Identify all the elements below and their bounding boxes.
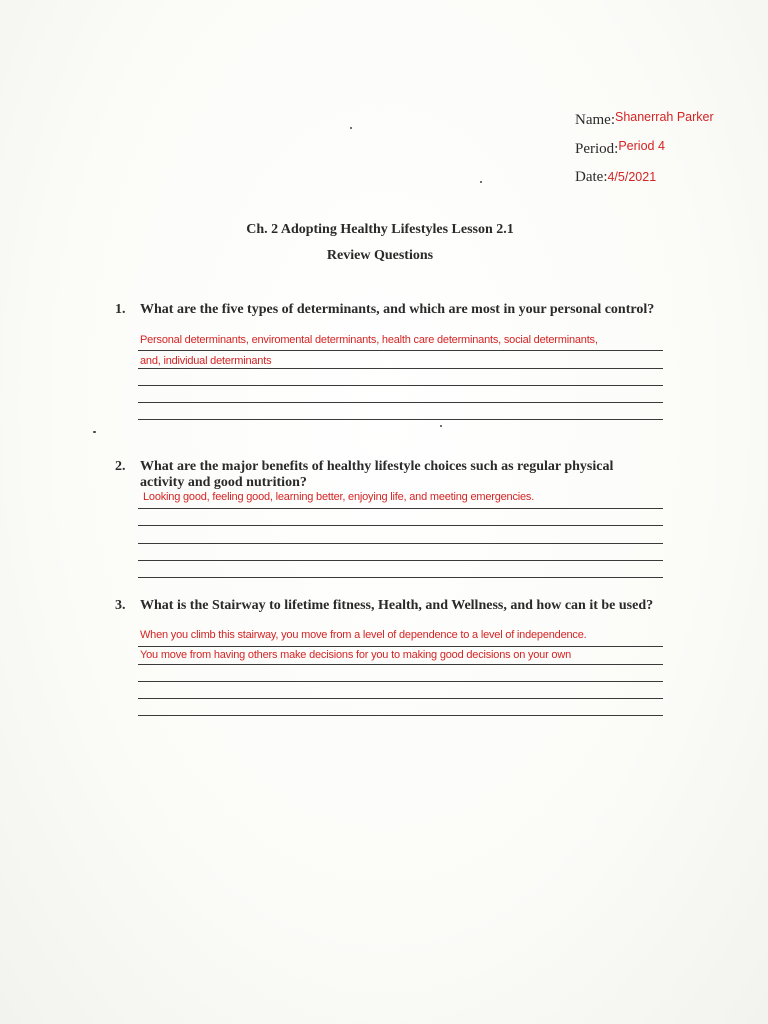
worksheet-subtitle: Review Questions <box>326 248 434 263</box>
question-text: What is the Stairway to lifetime fitness, Health, and Wellness, and how can it be used? <box>140 598 654 613</box>
answer-line: Looking good, feeling good, learning better, enjoying life, and meeting emergencies. <box>143 491 535 503</box>
scan-speck <box>440 425 442 427</box>
name-value: Shanerrah Parker <box>614 110 714 124</box>
answer-rule <box>138 681 663 682</box>
answer-rule <box>138 646 663 647</box>
answer-rule <box>138 508 663 509</box>
answer-rule <box>138 385 663 386</box>
answer-rule <box>138 560 663 561</box>
date-line <box>575 169 656 186</box>
answer-rule <box>138 368 663 369</box>
answer-rule <box>138 543 663 544</box>
answer-line: Personal determinants, enviromental determinants, health care determinants, social determinants, <box>140 334 598 346</box>
question-text: What are the five types of determinants, and which are most in your personal control? <box>140 302 655 317</box>
answer-line: and, individual determinants <box>140 355 272 367</box>
period-line <box>575 141 665 158</box>
name-line <box>575 112 714 129</box>
answer-line: When you climb this stairway, you move from a level of dependence to a level of independence. <box>140 629 587 641</box>
answer-rule <box>138 350 663 351</box>
name-label: Name: <box>575 112 615 128</box>
question-1 <box>115 302 655 318</box>
question-3 <box>115 598 655 614</box>
date-value: 4/5/2021 <box>607 170 657 184</box>
answer-rule <box>138 715 663 716</box>
answer-rule <box>138 419 663 420</box>
scan-speck <box>93 431 96 433</box>
question-text: What are the major benefits of healthy lifestyle choices such as regular physical activity and good nutrition? <box>140 459 614 490</box>
question-number: 1. <box>115 302 126 317</box>
scan-speck <box>350 127 352 129</box>
question-2 <box>115 459 655 491</box>
answer-rule <box>138 698 663 699</box>
period-value: Period 4 <box>618 139 665 153</box>
scan-speck <box>480 181 482 183</box>
period-label: Period: <box>575 141 619 157</box>
date-label: Date: <box>575 169 608 185</box>
question-number: 3. <box>115 598 126 613</box>
question-number: 2. <box>115 459 126 474</box>
answer-rule <box>138 525 663 526</box>
answer-rule <box>138 664 663 665</box>
answer-rule <box>138 577 663 578</box>
worksheet-title: Ch. 2 Adopting Healthy Lifestyles Lesson 2.1 <box>246 222 514 237</box>
answer-rule <box>138 402 663 403</box>
answer-line: You move from having others make decisions for you to making good decisions on your own <box>140 649 571 661</box>
